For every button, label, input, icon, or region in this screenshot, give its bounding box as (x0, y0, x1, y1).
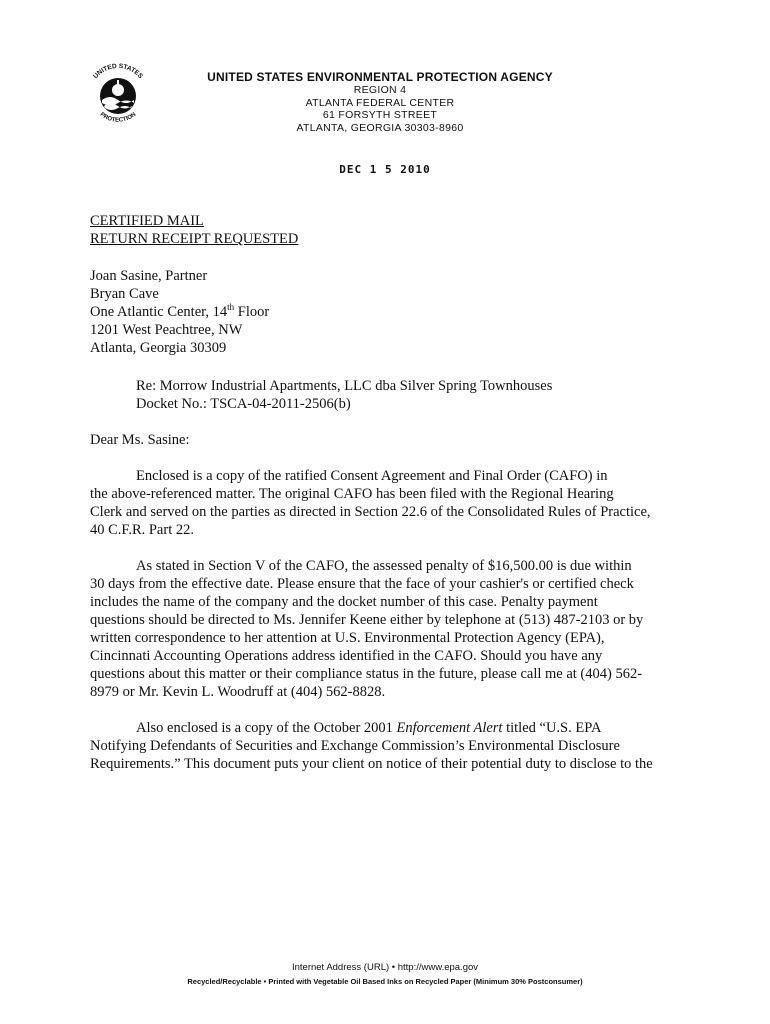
paragraph-line: Enclosed is a copy of the ratified Consent Agreement and Final Order (CAFO) in (136, 468, 608, 484)
footer-recycled: Recycled/Recyclable • Printed with Vegetable Oil Based Inks on Recycled Paper (Minimum 30% Postconsumer) (187, 977, 583, 986)
mail-type (90, 212, 665, 248)
recipient-building (90, 303, 665, 321)
paragraph-line: 30 days from the effective date. Please ensure that the face of your cashier's or certified check (90, 576, 634, 592)
svg-text:UNITED STATES (92, 63, 144, 81)
paragraph-line: Clerk and served on the parties as directed in Section 22.6 of the Consolidated Rules of Practice, (90, 504, 651, 520)
building-text: One Atlantic Center, 14 (90, 304, 228, 320)
recipient-street: 1201 West Peachtree, NW (90, 322, 243, 338)
street-address: 61 FORSYTH STREET (322, 109, 438, 121)
paragraph-1 (90, 467, 665, 539)
re-block (90, 377, 665, 413)
enforcement-alert-title: Enforcement Alert (396, 720, 503, 736)
date-stamp: DEC 1 5 2010 (339, 163, 431, 176)
seal-ring-text-top: UNITED STATES (92, 62, 144, 81)
paragraph-line: written correspondence to her attention at U.S. Environmental Protection Agency (EPA), (90, 630, 605, 646)
footer-url: Internet Address (URL) • http://www.epa.gov (291, 962, 479, 973)
docket-number: Docket No.: TSCA-04-2011-2506(b) (136, 396, 351, 412)
paragraph-line: As stated in Section V of the CAFO, the assessed penalty of $16,500.00 is due within (136, 558, 632, 574)
paragraph-line: includes the name of the company and the docket number of this case. Penalty payment (90, 594, 598, 610)
certified-mail-label: CERTIFIED MAIL (90, 213, 204, 229)
paragraph-line: 8979 or Mr. Kevin L. Woodruff at (404) 562-8828. (90, 684, 386, 700)
letterhead (170, 70, 590, 134)
paragraph-line: questions about this matter or their compliance status in the future, please call me at (404) 562- (90, 666, 643, 682)
epa-seal-logo (80, 58, 156, 134)
building-floor: Floor (234, 304, 270, 320)
city-address: ATLANTA, GEORGIA 30303-8960 (296, 121, 464, 134)
paragraph-text: titled “U.S. EPA (502, 720, 602, 736)
region: REGION 4 (353, 84, 407, 96)
paragraph-line: Cincinnati Accounting Operations address identified in the CAFO. Should you have any (90, 648, 603, 664)
recipient-address (90, 267, 665, 357)
recipient-city: Atlanta, Georgia 30309 (90, 340, 227, 356)
federal-center: ATLANTA FEDERAL CENTER (305, 96, 455, 109)
paragraph-text: Also enclosed is a copy of the October 2001 (136, 720, 397, 736)
paragraph-2 (90, 557, 665, 701)
paragraph-line: Notifying Defendants of Securities and Exchange Commission’s Environmental Disclosure (90, 738, 620, 754)
return-receipt-label: RETURN RECEIPT REQUESTED (90, 231, 299, 247)
seal-ring-text-bottom: PROTECTION (98, 111, 138, 124)
salutation: Dear Ms. Sasine: (90, 432, 190, 448)
re-subject: Re: Morrow Industrial Apartments, LLC dba Silver Spring Townhouses (136, 378, 553, 394)
agency-name: UNITED STATES ENVIRONMENTAL PROTECTION AGENCY (207, 70, 553, 84)
paragraph-line (90, 719, 665, 737)
paragraph-line: the above-referenced matter. The original CAFO has been filed with the Regional Hearing (90, 486, 614, 502)
paragraph-3 (90, 719, 665, 773)
paragraph-line: 40 C.F.R. Part 22. (90, 522, 194, 538)
recipient-firm: Bryan Cave (90, 286, 159, 302)
recipient-name: Joan Sasine, Partner (90, 268, 208, 284)
building-superscript: th (227, 302, 235, 313)
paragraph-line: questions should be directed to Ms. Jennifer Keene either by telephone at (513) 487-2103 or by (90, 612, 644, 628)
paragraph-line: Requirements.” This document puts your client on notice of their potential duty to disclose to the (90, 756, 653, 772)
